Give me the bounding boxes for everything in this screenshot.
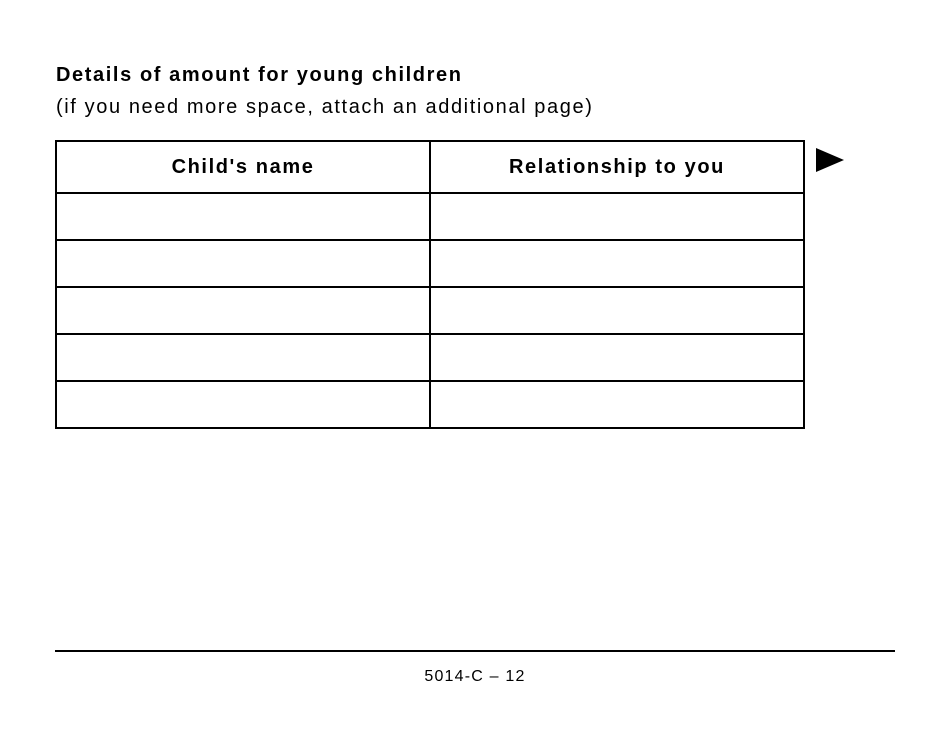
- relationship-cell: [430, 381, 804, 428]
- relationship-cell: [430, 193, 804, 240]
- column-header-childs-name: Child's name: [56, 141, 430, 193]
- childs-name-cell: [56, 240, 430, 287]
- childs-name-input[interactable]: [57, 382, 429, 427]
- table-row: [56, 334, 804, 381]
- section-title: Details of amount for young children: [56, 64, 463, 86]
- childs-name-input[interactable]: [57, 335, 429, 380]
- right-pointing-triangle-icon: [816, 148, 844, 172]
- table-row: [56, 240, 804, 287]
- children-details-table: [55, 140, 805, 429]
- table-header-row: [56, 141, 804, 193]
- table-row: [56, 287, 804, 334]
- table-row: [56, 193, 804, 240]
- childs-name-cell: [56, 287, 430, 334]
- section-subtitle: (if you need more space, attach an additional page): [56, 96, 594, 118]
- page-number: 5014-C – 12: [424, 668, 526, 685]
- relationship-cell: [430, 240, 804, 287]
- childs-name-input[interactable]: [57, 288, 429, 333]
- childs-name-input[interactable]: [57, 241, 429, 286]
- childs-name-cell: [56, 334, 430, 381]
- relationship-input[interactable]: [431, 288, 803, 333]
- relationship-input[interactable]: [431, 241, 803, 286]
- relationship-cell: [430, 287, 804, 334]
- childs-name-input[interactable]: [57, 194, 429, 239]
- relationship-input[interactable]: [431, 335, 803, 380]
- childs-name-cell: [56, 193, 430, 240]
- table-row: [56, 381, 804, 428]
- relationship-input[interactable]: [431, 382, 803, 427]
- childs-name-cell: [56, 381, 430, 428]
- footer-divider: [55, 650, 895, 652]
- relationship-cell: [430, 334, 804, 381]
- relationship-input[interactable]: [431, 194, 803, 239]
- column-header-relationship: Relationship to you: [430, 141, 804, 193]
